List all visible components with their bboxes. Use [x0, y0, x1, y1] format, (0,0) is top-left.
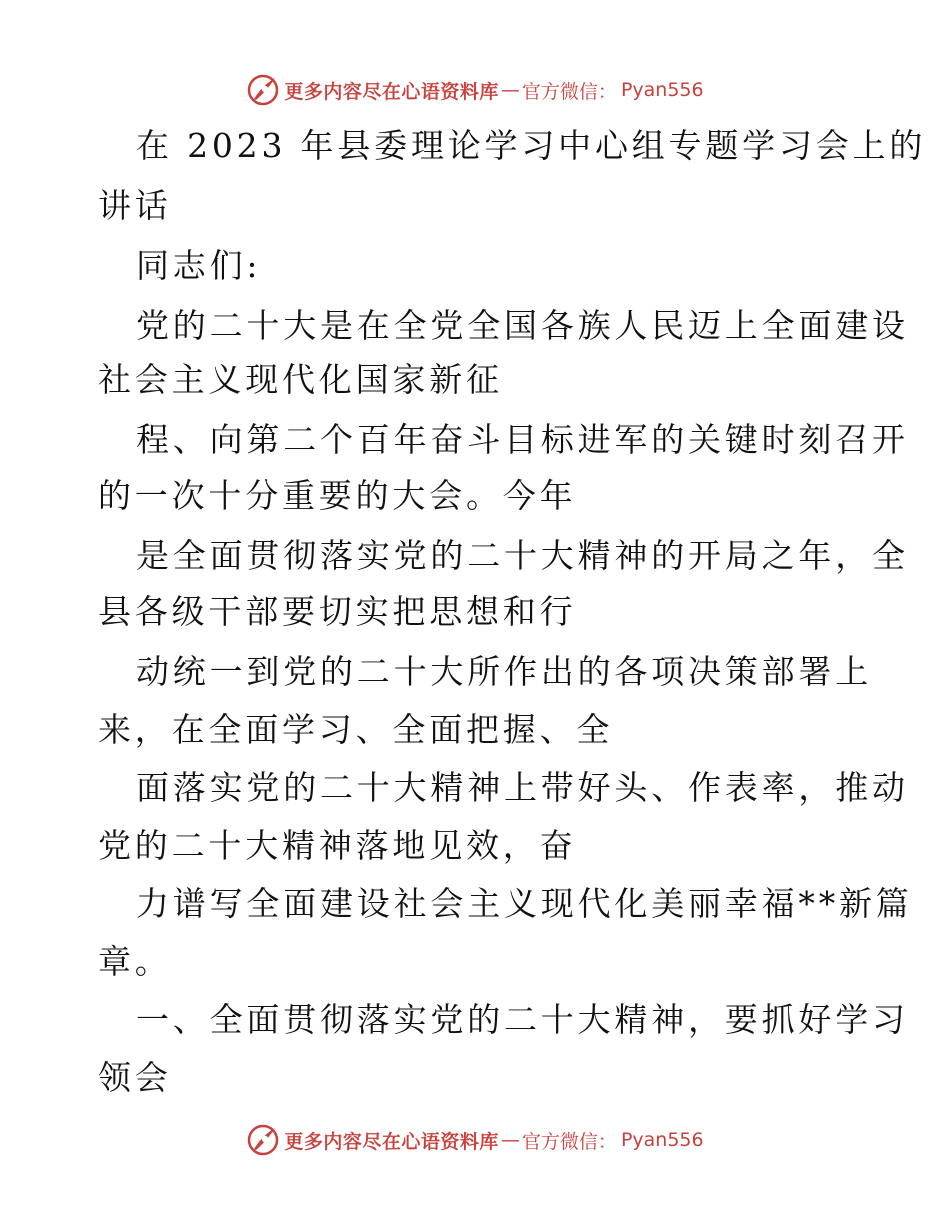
body-line: 动统一到党的二十大所作出的各项决策部署上 [136, 652, 872, 691]
wechat-id: Pyan556 [620, 1129, 704, 1151]
section-heading-line: 一、全面贯彻落实党的二十大精神，要抓好学习 [136, 1000, 909, 1039]
quill-pen-logo-icon [246, 1123, 280, 1157]
wechat-id: Pyan556 [620, 79, 704, 101]
document-title-line-1: 在 2023 年县委理论学习中心组专题学习会上的 [136, 126, 927, 165]
promo-text: 更多内容尽在心语资料库 [284, 80, 499, 103]
body-line: 面落实党的二十大精神上带好头、作表率，推动 [136, 768, 909, 807]
body-line: 程、向第二个百年奋斗目标进军的关键时刻召开 [136, 420, 909, 459]
header-watermark-banner [0, 70, 950, 110]
salutation: 同志们: [136, 246, 262, 285]
quill-pen-logo-icon [246, 73, 280, 107]
body-line: 党的二十大精神落地见效，奋 [98, 826, 577, 865]
body-line: 的一次十分重要的大会。今年 [98, 476, 577, 515]
body-line: 社会主义现代化国家新征 [98, 360, 503, 399]
separator-dash: — [500, 1129, 520, 1151]
footer-watermark-banner [0, 1120, 950, 1160]
body-line: 来，在全面学习、全面把握、全 [98, 710, 614, 749]
body-line: 章。 [98, 942, 172, 981]
body-line: 县各级干部要切实把思想和行 [98, 592, 577, 631]
section-heading-line: 领会 [98, 1058, 172, 1097]
separator-dash: — [500, 79, 520, 101]
document-title-line-2: 讲话 [98, 186, 172, 225]
wechat-label: 官方微信： [521, 80, 617, 103]
wechat-label: 官方微信： [521, 1130, 617, 1153]
body-line: 是全面贯彻落实党的二十大精神的开局之年，全 [136, 536, 909, 575]
body-line: 党的二十大是在全党全国各族人民迈上全面建设 [136, 306, 909, 345]
body-line: 力谱写全面建设社会主义现代化美丽幸福**新篇 [136, 884, 913, 923]
promo-text: 更多内容尽在心语资料库 [284, 1130, 499, 1153]
